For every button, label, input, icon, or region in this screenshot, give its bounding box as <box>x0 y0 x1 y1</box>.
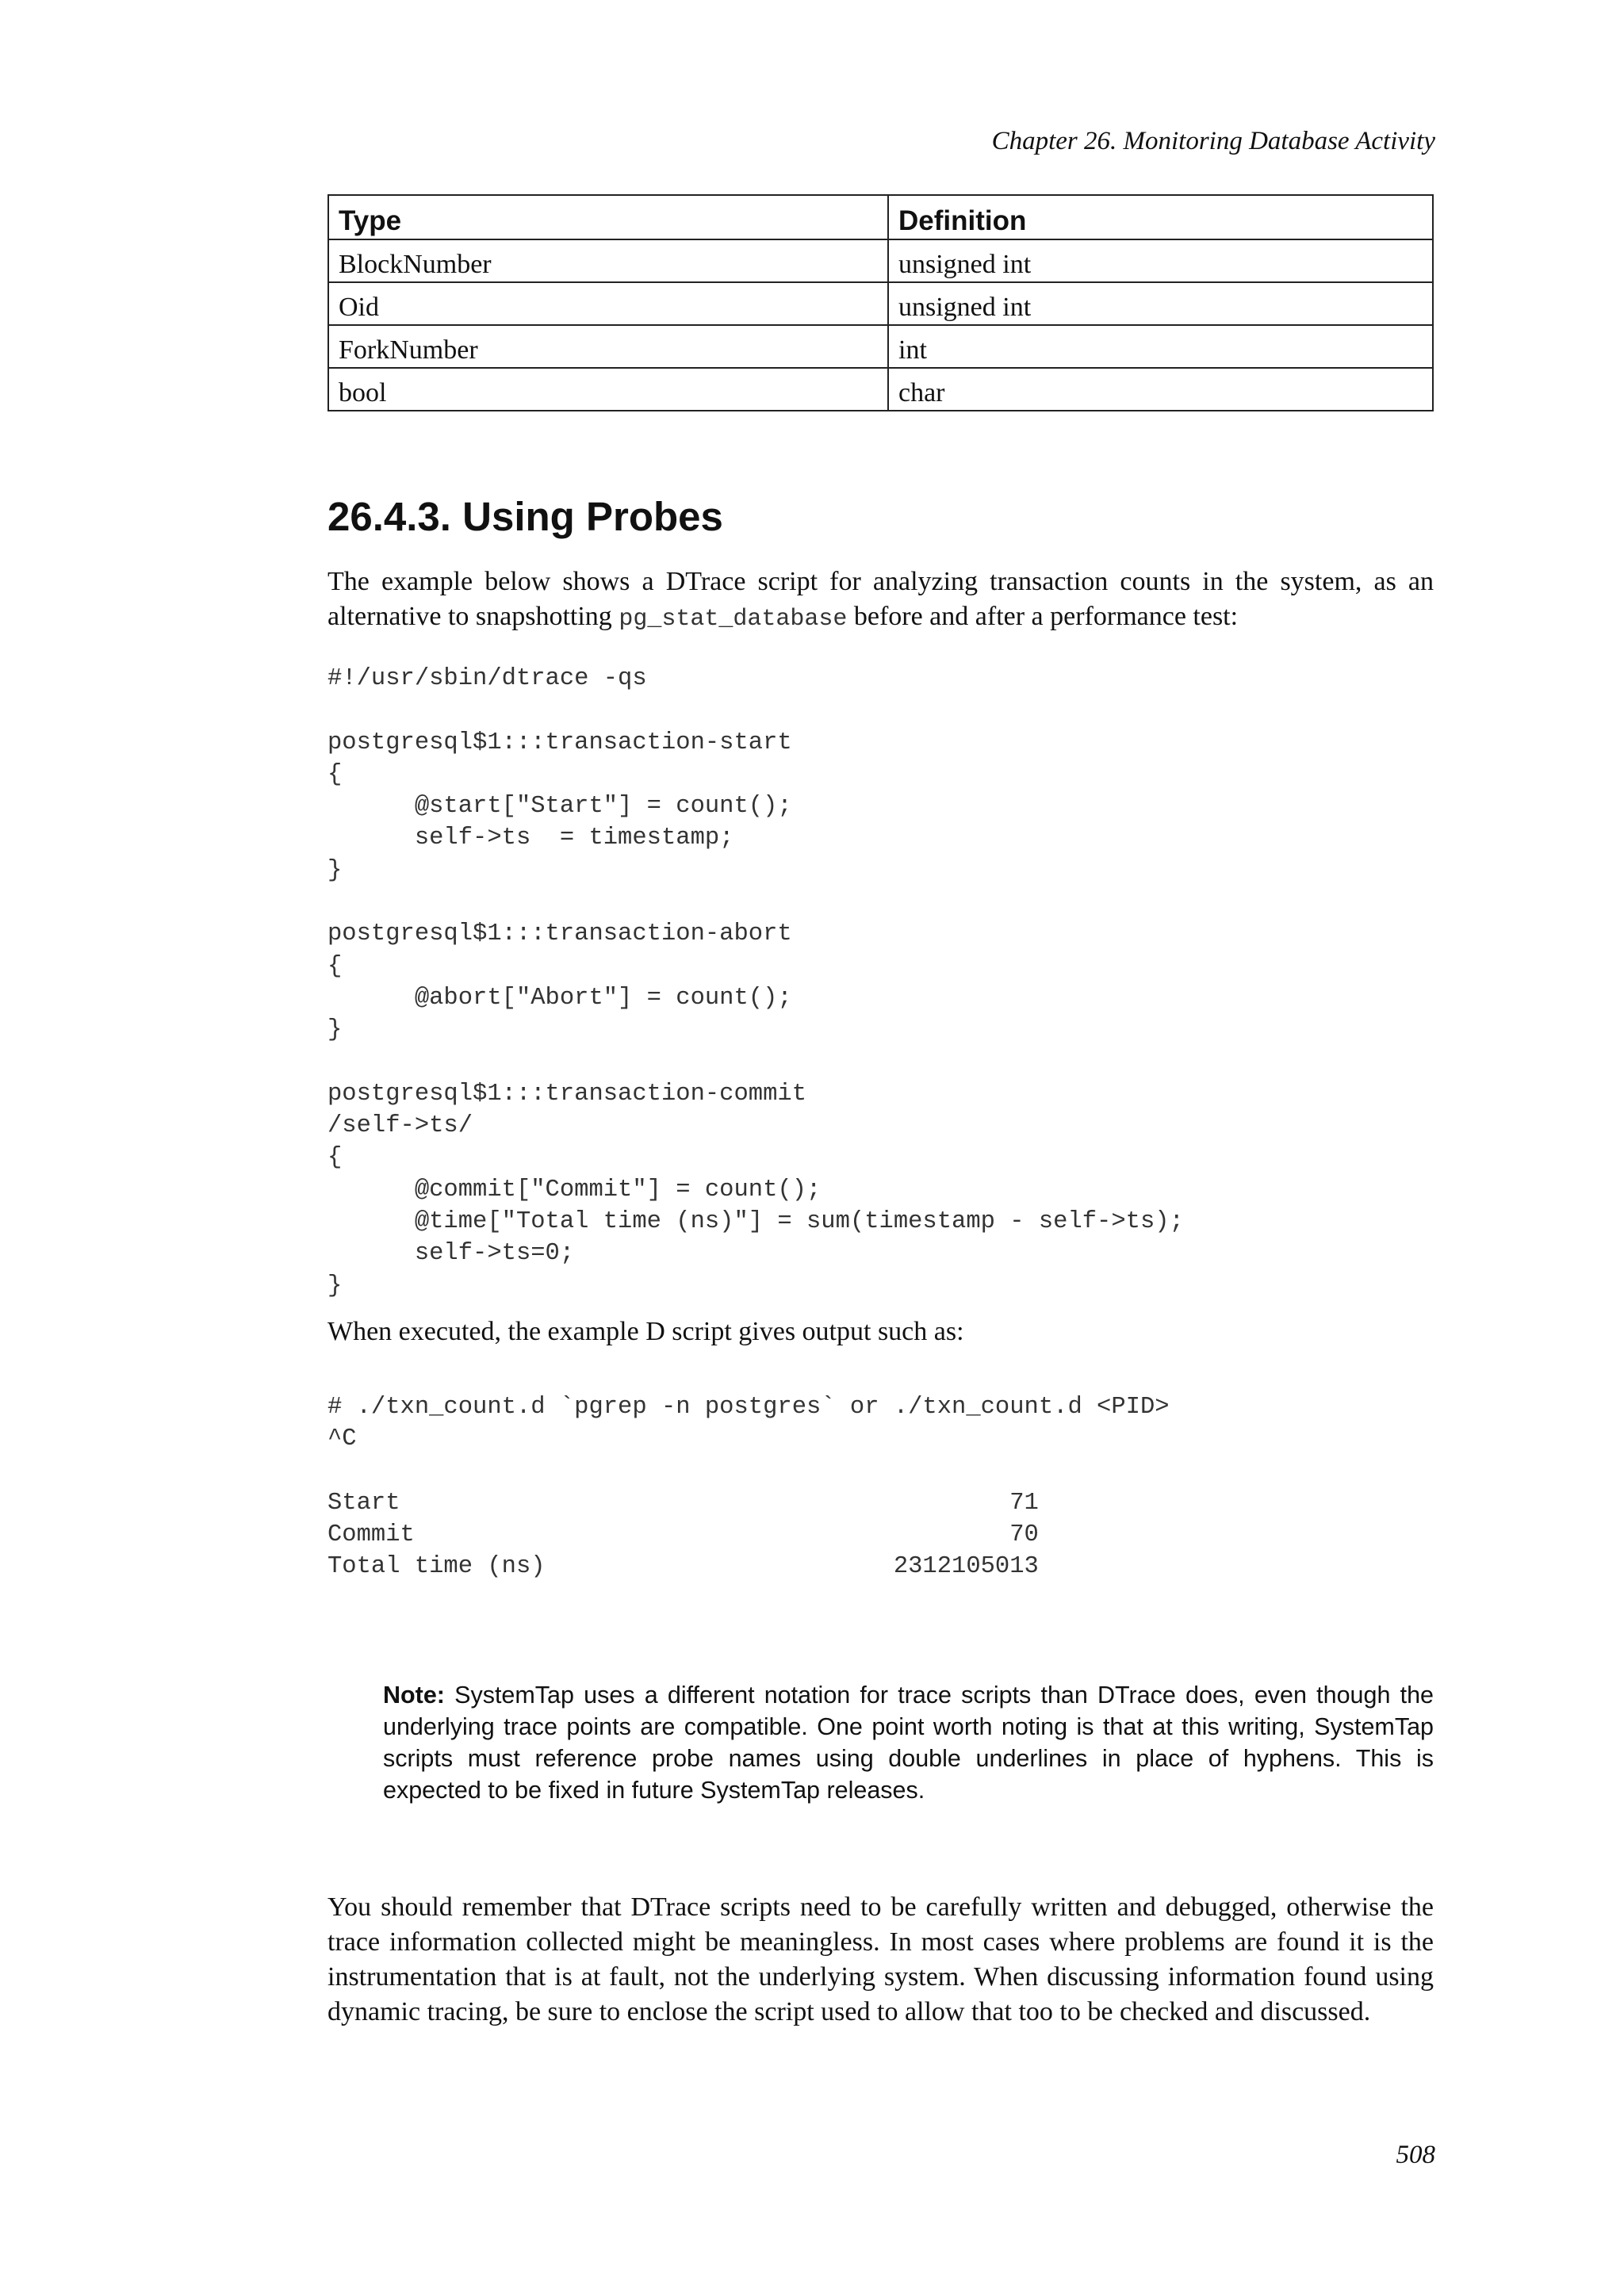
type-cell: Oid <box>328 282 888 325</box>
definition-cell: int <box>888 325 1433 368</box>
table-row <box>328 368 1433 411</box>
note-label: Note: <box>383 1682 445 1709</box>
section-title: 26.4.3. Using Probes <box>327 494 723 539</box>
closing-paragraph: You should remember that DTrace scripts need to be carefully written and debugged, otherwise the trace information collected might be meaningless. In most cases where problems are found it is the instrumentation that is at fault, not the underlying system. When discussing information found using dynamic tracing, be sure to enclose the script used to allow that too to be checked and discussed. <box>327 1892 1434 2026</box>
note-block <box>383 1679 1434 1806</box>
type-definition-table <box>327 194 1434 411</box>
note-text: SystemTap uses a different notation for trace scripts than DTrace does, even though the underlying trace points are compatible. One point worth noting is that at this writing, SystemTap scripts must reference probe names using double underlines in place of hyphens. This is expected to be fixed in future SystemTap releases. <box>383 1682 1434 1804</box>
output-intro-paragraph: When executed, the example D script gives output such as: <box>327 1317 964 1346</box>
dtrace-script-listing: #!/usr/sbin/dtrace -qs postgresql$1:::transaction-start { @start["Start"] = count(); self->ts = timestamp; } postgresql$1:::transaction-abort { @abort["Abort"] = count(); } postgresql$1:::transaction-commit /self->ts/ { @commit["Commit"] = count(); @time["Total time (ns)"] = sum(timestamp - self->ts); self->ts=0; } <box>327 665 1184 1299</box>
page-number: 508 <box>1396 2141 1435 2169</box>
table-header-row <box>328 195 1433 239</box>
intro-text: The example below shows a DTrace script for analyzing transaction counts in the system, as an alternative to snapshotting <box>327 567 1434 631</box>
table-row <box>328 325 1433 368</box>
type-cell: bool <box>328 368 888 411</box>
type-cell: BlockNumber <box>328 239 888 282</box>
script-output-listing: # ./txn_count.d `pgrep -n postgres` or ./txn_count.d <PID> ^C Start 71 Commit 70 Total time (ns) 2312105013 <box>327 1394 1170 1581</box>
intro-paragraph <box>327 564 1434 637</box>
table-row <box>328 282 1433 325</box>
definition-cell: unsigned int <box>888 239 1433 282</box>
type-cell: ForkNumber <box>328 325 888 368</box>
chapter-header: Chapter 26. Monitoring Database Activity <box>991 127 1435 155</box>
intro-text-end: before and after a performance test: <box>847 602 1239 631</box>
table-row <box>328 239 1433 282</box>
definition-cell: char <box>888 368 1433 411</box>
column-header-type: Type <box>328 195 888 239</box>
column-header-definition: Definition <box>888 195 1433 239</box>
inline-code: pg_stat_database <box>619 606 848 633</box>
definition-cell: unsigned int <box>888 282 1433 325</box>
